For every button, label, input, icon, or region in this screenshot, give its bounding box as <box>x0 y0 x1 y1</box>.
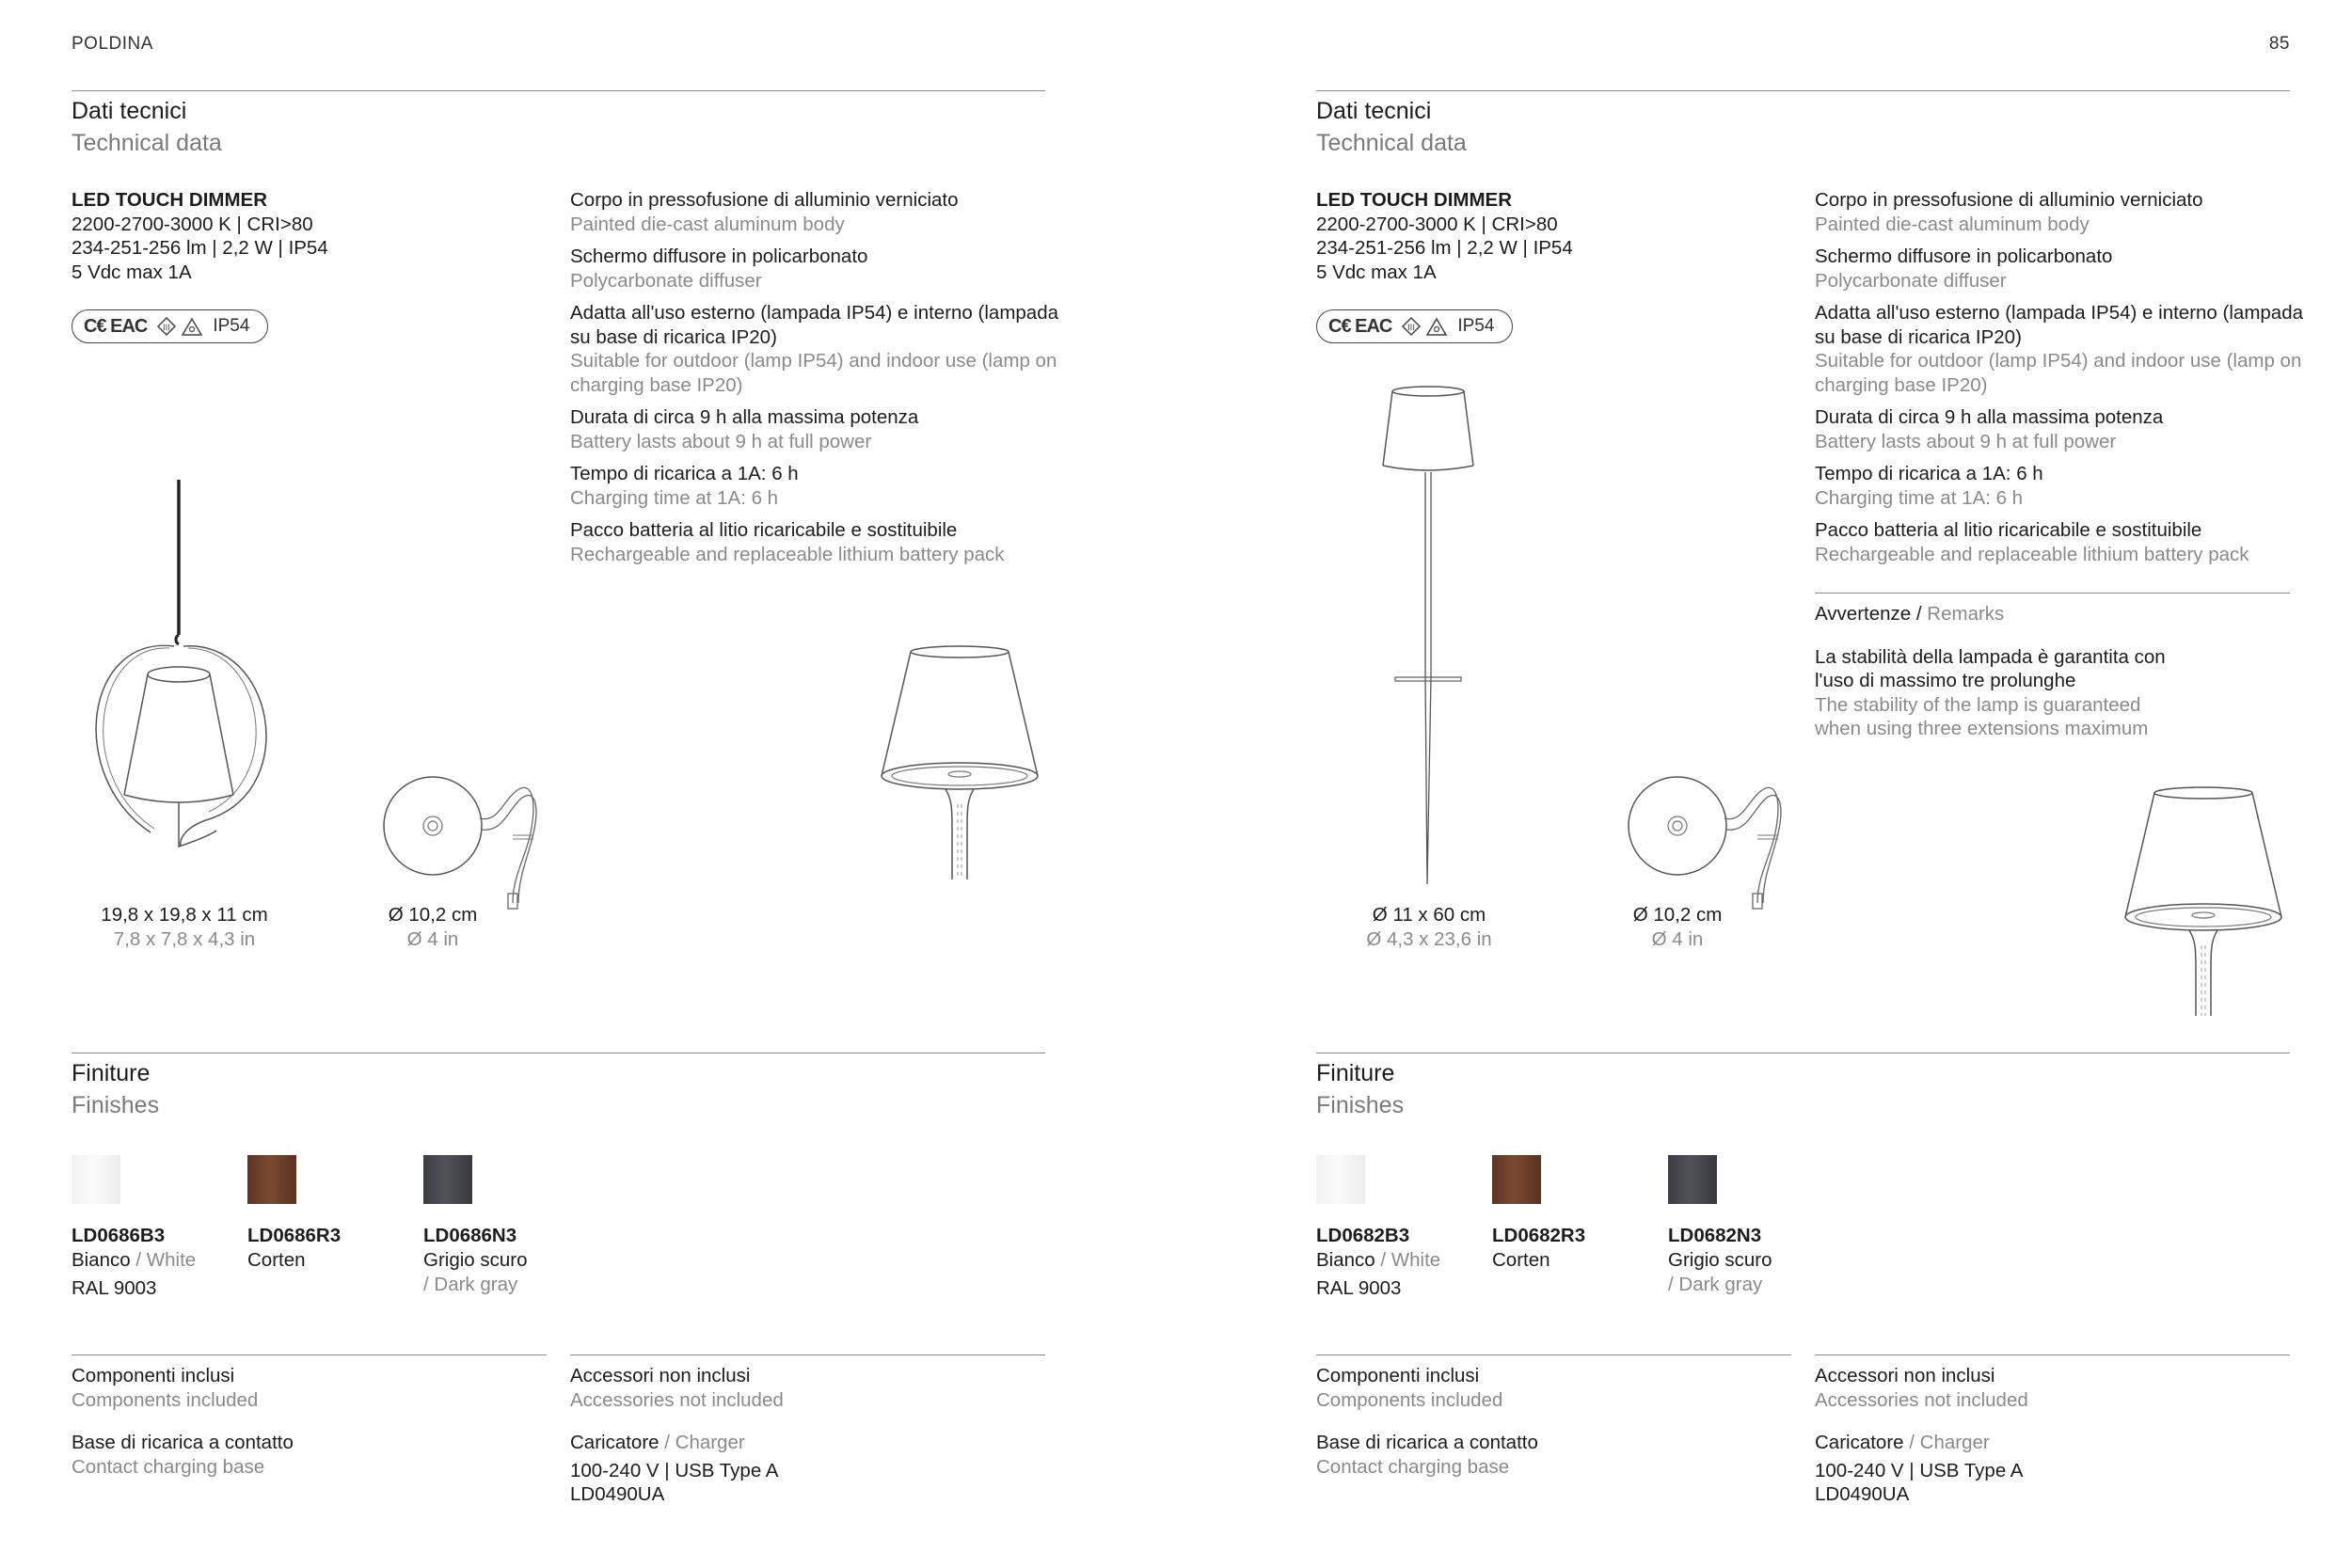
spec-line: 234-251-256 lm | 2,2 W | IP54 <box>1316 237 1573 259</box>
finish-code: LD0682N3 <box>1668 1225 1762 1246</box>
finish-swatch-dark-gray[interactable] <box>423 1155 472 1204</box>
base-dimensions: Ø 10,2 cm Ø 4 in <box>388 904 478 950</box>
feature-item: Adatta all'uso esterno (lampada IP54) e interno (lampada su base di ricarica IP20) Suitable for outdoor (lamp IP54) and indoor use (lamp on charging base IP20) <box>570 302 1058 396</box>
feature-item: Durata di circa 9 h alla massima potenza Battery lasts about 9 h at full power <box>1815 406 2164 452</box>
tech-data-heading: Dati tecnici Technical data <box>72 98 222 156</box>
ip-rating: IP54 <box>1457 316 1495 336</box>
ip-rating: IP54 <box>213 316 250 336</box>
divider <box>1815 593 2290 594</box>
ce-eac-mark: C€ EAC <box>84 315 148 337</box>
divider <box>1815 1354 2290 1355</box>
brand-name: POLDINA <box>72 34 153 54</box>
divider <box>1316 1354 1791 1355</box>
spec-line: 234-251-256 lm | 2,2 W | IP54 <box>72 237 328 259</box>
finishes-heading: Finiture Finishes <box>1316 1060 1405 1118</box>
feature-item: Tempo di ricarica a 1A: 6 h Charging time at 1A: 6 h <box>1815 463 2043 509</box>
finish-code: LD0682B3 <box>1316 1225 1410 1246</box>
page-number: 85 <box>2268 34 2290 54</box>
finish-item: LD0686R3 Corten <box>247 1225 342 1271</box>
lamp-detail-drawing <box>2119 785 2297 1021</box>
ce-eac-mark: C€ EAC <box>1328 315 1392 337</box>
svg-text:III: III <box>163 324 171 333</box>
finish-item: LD0682B3 Bianco / White RAL 9003 <box>1316 1225 1441 1299</box>
features-list <box>570 188 1059 575</box>
charging-base-drawing <box>381 771 555 912</box>
lamp-dimensions: 19,8 x 19,8 x 11 cm 7,8 x 7,8 x 4,3 in <box>101 904 268 950</box>
class-iii-icon <box>1401 316 1448 337</box>
finish-item: LD0682N3 Grigio scuro / Dark gray <box>1668 1225 1772 1295</box>
finish-code: LD0682R3 <box>1492 1225 1586 1246</box>
hanging-lamp-drawing <box>75 475 292 856</box>
stake-lamp-drawing <box>1378 386 1482 894</box>
base-dimensions: Ø 10,2 cm Ø 4 in <box>1632 904 1723 950</box>
spec-line: 2200-2700-3000 K | CRI>80 <box>1316 213 1558 235</box>
finish-swatch-corten[interactable] <box>247 1155 296 1204</box>
finish-item: LD0686B3 Bianco / White RAL 9003 <box>72 1225 197 1299</box>
feature-item: Corpo in pressofusione di alluminio verniciato Painted die-cast aluminum body <box>570 189 959 235</box>
certification-badge <box>72 309 268 343</box>
feature-item: Pacco batteria al litio ricaricabile e sostituibile Rechargeable and replaceable lithium battery pack <box>1815 519 2249 565</box>
charging-base-drawing <box>1626 771 1800 912</box>
features-list <box>1815 188 2304 575</box>
certification-badge <box>1316 309 1513 343</box>
svg-text:III: III <box>1407 324 1416 333</box>
spec-block <box>1316 188 1573 284</box>
finish-item: LD0682R3 Corten <box>1492 1225 1586 1271</box>
finish-swatch-white[interactable] <box>72 1155 120 1204</box>
accessories-not-included: Accessori non inclusi Accessories not included Caricatore / Charger 100-240 V | USB Type A LD0490UA <box>1815 1365 2028 1505</box>
divider <box>1316 90 2290 91</box>
feature-item: Schermo diffusore in policarbonato Polycarbonate diffuser <box>570 245 868 292</box>
lamp-detail-drawing <box>875 644 1054 884</box>
finish-code: LD0686N3 <box>423 1225 517 1246</box>
components-included: Componenti inclusi Components included Base di ricarica a contatto Contact charging base <box>1316 1365 1538 1478</box>
tech-data-heading: Dati tecnici Technical data <box>1316 98 1467 156</box>
feature-item: Tempo di ricarica a 1A: 6 h Charging time at 1A: 6 h <box>570 463 799 509</box>
feature-item: Schermo diffusore in policarbonato Polycarbonate diffuser <box>1815 245 2113 292</box>
feature-item: Durata di circa 9 h alla massima potenza Battery lasts about 9 h at full power <box>570 406 919 452</box>
spec-name: LED TOUCH DIMMER <box>1316 189 1513 211</box>
lamp-dimensions: Ø 11 x 60 cm Ø 4,3 x 23,6 in <box>1366 904 1492 950</box>
divider <box>570 1354 1045 1355</box>
spec-line: 5 Vdc max 1A <box>72 261 192 283</box>
finish-code: LD0686R3 <box>247 1225 342 1246</box>
spec-line: 2200-2700-3000 K | CRI>80 <box>72 213 313 235</box>
divider <box>72 90 1045 91</box>
spec-line: 5 Vdc max 1A <box>1316 261 1437 283</box>
class-iii-icon <box>156 316 203 337</box>
feature-item: Pacco batteria al litio ricaricabile e sostituibile Rechargeable and replaceable lithium battery pack <box>570 519 1005 565</box>
finishes-heading: Finiture Finishes <box>72 1060 160 1118</box>
spec-name: LED TOUCH DIMMER <box>72 189 268 211</box>
accessories-not-included: Accessori non inclusi Accessories not included Caricatore / Charger 100-240 V | USB Type A LD0490UA <box>570 1365 784 1505</box>
feature-item: Corpo in pressofusione di alluminio verniciato Painted die-cast aluminum body <box>1815 189 2203 235</box>
feature-item: Adatta all'uso esterno (lampada IP54) e interno (lampada su base di ricarica IP20) Suitable for outdoor (lamp IP54) and indoor use (lamp on charging base IP20) <box>1815 302 2303 396</box>
spec-block <box>72 188 328 284</box>
finish-item: LD0686N3 Grigio scuro / Dark gray <box>423 1225 528 1295</box>
remarks-block: Avvertenze / Remarks La stabilità della lampada è garantita con l'uso di massimo tre prolunghe The stability of the lamp is guaranteed when using three extensions maximum <box>1815 603 2166 739</box>
finish-code: LD0686B3 <box>72 1225 166 1246</box>
finish-swatch-white[interactable] <box>1316 1155 1365 1204</box>
finish-swatch-corten[interactable] <box>1492 1155 1541 1204</box>
components-included: Componenti inclusi Components included Base di ricarica a contatto Contact charging base <box>72 1365 294 1478</box>
finish-swatch-dark-gray[interactable] <box>1668 1155 1717 1204</box>
divider <box>72 1354 547 1355</box>
